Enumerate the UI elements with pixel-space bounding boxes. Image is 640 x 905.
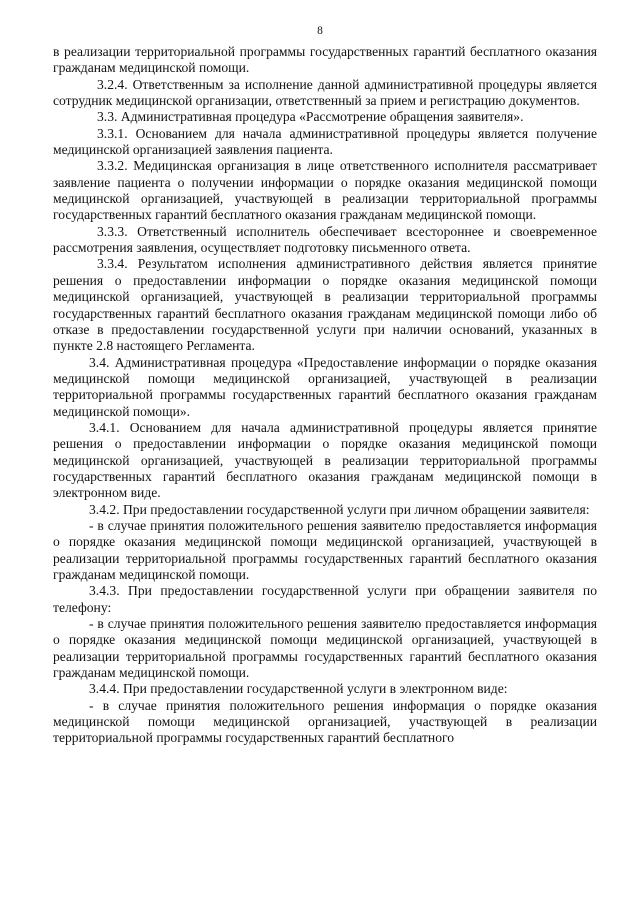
paragraph-3-3-2: 3.3.2. Медицинская организация в лице ответственного исполнителя рассматривает заявление пациента о получении информации о порядке оказания медицинской помощи медицинской организацией, участвующей в реализации территориальной программы государственных гарантий бесплатного оказания гражданам медицинской помощи. — [53, 158, 597, 223]
paragraph-3-2-4: 3.2.4. Ответственным за исполнение данной административной процедуры является сотрудник медицинской организации, ответственный за прием и регистрацию документов. — [53, 76, 597, 109]
page-number: 8 — [317, 25, 323, 37]
list-item-electronic: - в случае принятия положительного решения информация о порядке оказания медицинской помощи медицинской организацией, участвующей в реализации территориальной программы государственных гарантий бесплатного — [53, 697, 597, 746]
paragraph-3-3-4: 3.3.4. Результатом исполнения административного действия является принятие решения о предоставлении информации о порядке оказания медицинской помощи медицинской организацией, участвующей в реализации территориальной программы государственных гарантий бесплатного оказания гражданам медицинской помощи либо об отказе в предоставлении государственной услуги при наличии оснований, указанных в пункте 2.8 настоящего Регламента. — [53, 256, 597, 354]
document-body — [53, 44, 597, 747]
paragraph-continuation: в реализации территориальной программы государственных гарантий бесплатного оказания гражданам медицинской помощи. — [53, 44, 597, 76]
paragraph-3-4-4: 3.4.4. При предоставлении государственной услуги в электронном виде: — [89, 681, 508, 697]
paragraph-3-3-3: 3.3.3. Ответственный исполнитель обеспечивает всестороннее и своевременное рассмотрения заявления, осуществляет подготовку письменного ответа. — [53, 223, 597, 256]
paragraph-3-4-1: 3.4.1. Основанием для начала административной процедуры является принятие решения о предоставлении информации о порядке оказания медицинской помощи медицинской организацией, участвующей в реализации территориальной программы государственных гарантий бесплатного оказания гражданам медицинской помощи в электронном виде. — [53, 419, 597, 501]
paragraph-3-3-1: 3.3.1. Основанием для начала административной процедуры является получение медицинской организацией заявления пациента. — [53, 125, 597, 158]
paragraph-3-4-3: 3.4.3. При предоставлении государственной услуги при обращении заявителя по телефону: — [53, 583, 597, 615]
paragraph-3-4-2: 3.4.2. При предоставлении государственной услуги при личном обращении заявителя: — [89, 501, 590, 517]
paragraph-3-3: 3.3. Административная процедура «Рассмотрение обращения заявителя». — [97, 109, 524, 125]
paragraph-3-4: 3.4. Административная процедура «Предоставление информации о порядке оказания медицинской помощи медицинской организацией, участвующей в реализации территориальной программы государственных гарантий бесплатного оказания гражданам медицинской помощи». — [53, 354, 597, 419]
list-item-phone: - в случае принятия положительного решения заявителю предоставляется информация о порядке оказания медицинской помощи медицинской организацией, участвующей в реализации территориальной программы государственных гарантий бесплатного оказания гражданам медицинской помощи. — [53, 616, 597, 681]
list-item-personal-visit: - в случае принятия положительного решения заявителю предоставляется информация о порядке оказания медицинской помощи медицинской организацией, участвующей в реализации территориальной программы государственных гарантий бесплатного оказания гражданам медицинской помощи. — [53, 517, 597, 582]
